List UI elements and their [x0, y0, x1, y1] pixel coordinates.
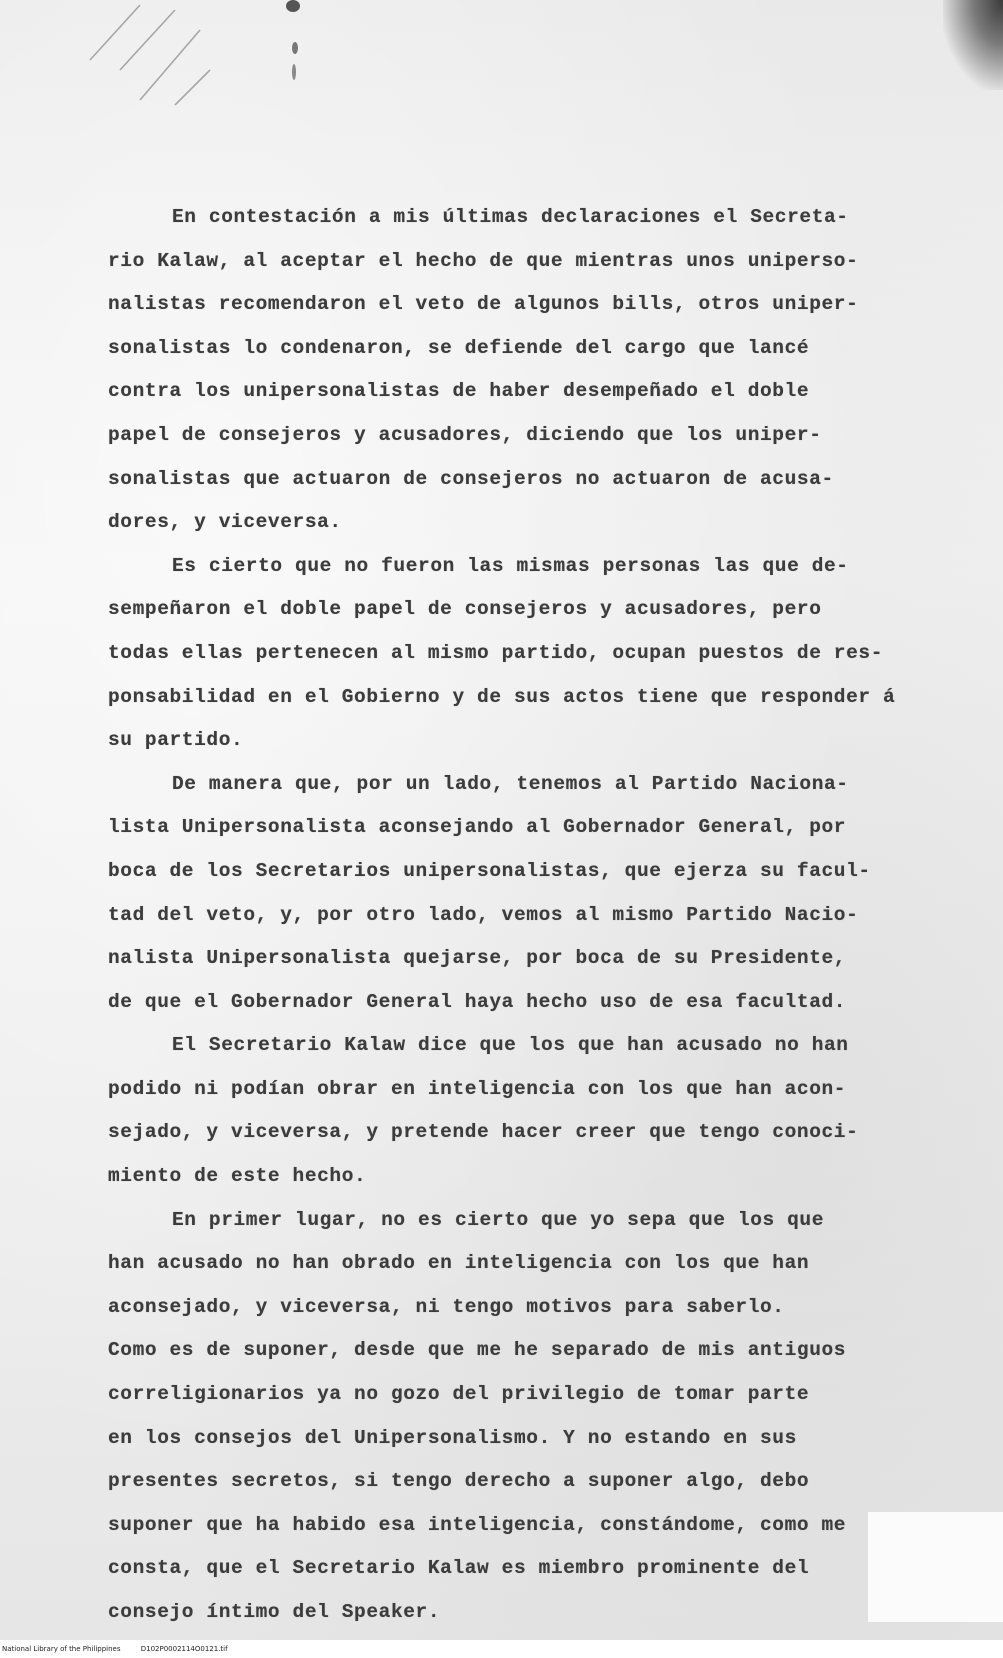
text-line: su partido.: [108, 729, 244, 752]
text-line: miento de este hecho.: [108, 1165, 367, 1188]
text-line: nalistas recomendaron el veto de algunos bills, otros uniper-: [108, 293, 859, 316]
text-line: Es cierto que no fueron las mismas personas las que de-: [172, 554, 849, 577]
binding-punch-marks: [268, 0, 318, 90]
text-line: dores, y viceversa.: [108, 511, 342, 534]
text-line: rio Kalaw, al aceptar el hecho de que mientras unos uniperso-: [108, 249, 859, 272]
text-line: han acusado no han obrado en inteligencia con los que han: [108, 1252, 810, 1275]
text-line: En primer lugar, no es cierto que yo sepa que los que: [172, 1208, 825, 1231]
text-line: sonalistas que actuaron de consejeros no actuaron de acusa-: [108, 467, 834, 490]
typed-letter-body: [108, 196, 928, 1635]
text-line: ponsabilidad en el Gobierno y de sus actos tiene que responder á: [108, 685, 896, 708]
scan-footer: [0, 1640, 1003, 1658]
text-line: presentes secretos, si tengo derecho a suponer algo, debo: [108, 1470, 810, 1493]
pencil-scribble-mark: [80, 0, 220, 110]
text-line: correligionarios ya no gozo del privilegio de tomar parte: [108, 1383, 810, 1406]
text-line: boca de los Secretarios unipersonalistas, que ejerza su facul-: [108, 859, 871, 882]
text-line: En contestación a mis últimas declaraciones el Secreta-: [172, 206, 849, 228]
text-line: El Secretario Kalaw dice que los que han acusado no han: [172, 1034, 849, 1057]
footer-file-id: D102P0002114O0121.tif: [140, 1645, 228, 1653]
paper-patch: [868, 1512, 1003, 1622]
text-line: sejado, y viceversa, y pretende hacer creer que tengo conoci-: [108, 1121, 859, 1144]
text-line: consta, que el Secretario Kalaw es miembro prominente del: [108, 1557, 810, 1580]
text-line: suponer que ha habido esa inteligencia, constándome, como me: [108, 1513, 847, 1536]
text-line: aconsejado, y viceversa, ni tengo motivos para saberlo.: [108, 1295, 785, 1318]
footer-library-label: National Library of the Philippines: [2, 1645, 121, 1653]
text-line: nalista Unipersonalista quejarse, por boca de su Presidente,: [108, 947, 847, 970]
text-line: podido ni podían obrar en inteligencia con los que han acon-: [108, 1077, 847, 1100]
scan-shadow-corner: [943, 0, 1003, 90]
text-line: sonalistas lo condenaron, se defiende del cargo que lancé: [108, 336, 810, 359]
text-line: contra los unipersonalistas de haber desempeñado el doble: [108, 380, 810, 403]
text-line: papel de consejeros y acusadores, diciendo que los uniper-: [108, 423, 822, 446]
text-line: de que el Gobernador General haya hecho uso de esa facultad.: [108, 990, 847, 1013]
text-line: todas ellas pertenecen al mismo partido, ocupan puestos de res-: [108, 641, 884, 664]
text-line: en los consejos del Unipersonalismo. Y no estando en sus: [108, 1426, 797, 1449]
text-line: Como es de suponer, desde que me he separado de mis antiguos: [108, 1339, 847, 1362]
text-line: consejo íntimo del Speaker.: [108, 1601, 441, 1623]
text-line: lista Unipersonalista aconsejando al Gobernador General, por: [108, 816, 847, 839]
text-line: De manera que, por un lado, tenemos al Partido Naciona-: [172, 772, 849, 795]
text-line: tad del veto, y, por otro lado, vemos al mismo Partido Nacio-: [108, 903, 859, 926]
text-line: sempeñaron el doble papel de consejeros y acusadores, pero: [108, 598, 822, 621]
